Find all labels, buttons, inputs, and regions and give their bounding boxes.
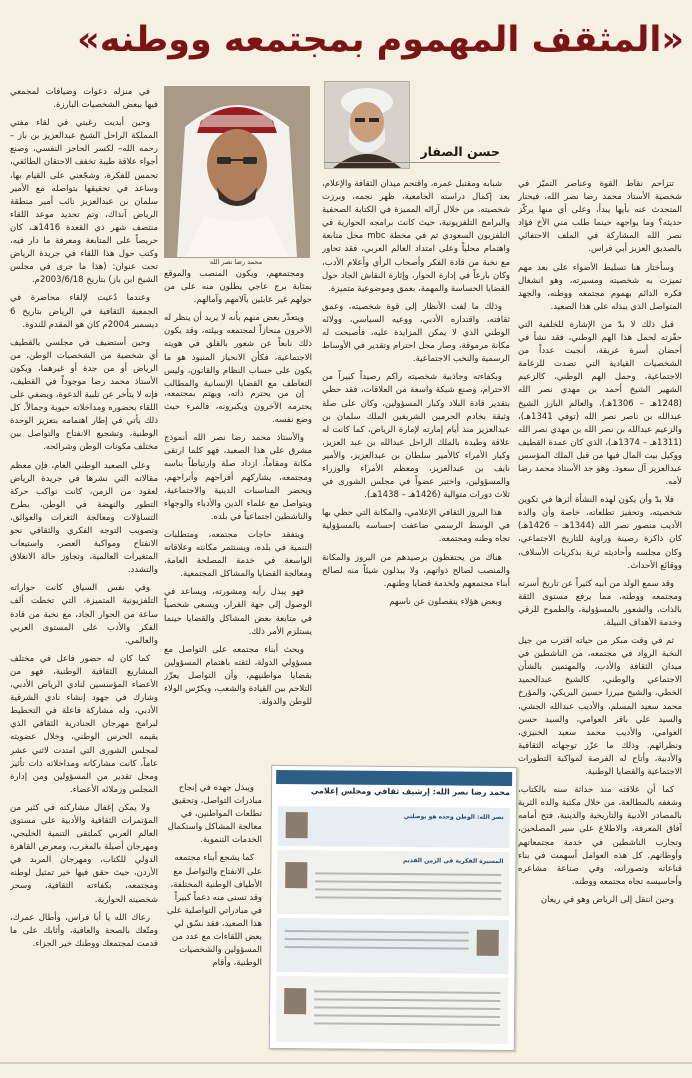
paragraph: كما كان له حضور فاعل في مختلف المشاريع الثقافية الوطنية، فهو من الأعضاء المؤسسين لنادي الرياض الأدبي، وشارك في جهود إنشاء نادي الشرقية الأدبي، وله مشاركة فاعلة في التخطيط لبرامج مهرجان الجنادرية الثقافي الذي يقيمه الحرس الوطني، وخلال عضويته لمجلس الشورى التي امتدت لاثني عشر عاماً، كانت مشاركاته ومداخلاته ذات تأثير ومحل تقدير من المسؤولين ومن إدارة المجلس وزملائه الأعضاء. <box>10 653 158 795</box>
paragraph: ويتفقد حاجات مجتمعه، ومتطلبات التنمية في بلده، ويستثمر مكانته وعلاقاته الواسعة في خدمة المصلحة العامة، ومعالجة القضايا والمشاكل المجتمعية. <box>164 529 312 580</box>
inset-section <box>278 806 510 848</box>
article-column-right <box>518 178 682 1048</box>
paragraph: وعندما دُعيت لإلقاء محاضرة في الجمعية الثقافية في الرياض بتاريخ 6 ديسمبر 2004م كان هو المقدم للندوة. <box>10 293 158 330</box>
inset-masthead: محمد رضا نصر الله: إرشيف ثقافي ومجلس إعلامي <box>310 786 511 798</box>
paragraph: وبكفاءته وجاذبية شخصيته راكم رصيداً كبيراً من الاحترام، وصنع شبكة واسعة من العلاقات، فقد حظي بتقدير قادة البلاد وكبار المسؤولين، وكان على صلة وثيقة بخادم الحرمين الشريفين الملك سلمان بن عبدالعزيز منذ أيام إمارته لإمارة الرياض، كما كانت له علاقة وطيدة بالملك الراحل عبدالله بن عبد العزيز، وكبار الأمراء كالأمير سلطان بن عبدالعزيز، والأمير نايف بن عبدالعزيز، ومعظم الأمراء والوزراء والمسؤولين، واختير عضواً في مجلس الشورى في ثلاث دورات متوالية (1426هـ – 1438هـ). <box>322 372 510 501</box>
paragraph: كما يشجع أبناء مجتمعه على الانفتاح والتواصل مع الأطياف الوطنية المختلفة، وقد تسنى منه دعماً كبيراً في مبادراتي التواصلية على هذا الصعيد، فقد نسّق لي بعض اللقاءات مع عدد من المسؤولين والشخصيات الوطنية، وأقام <box>166 853 262 969</box>
subject-portrait-illustration <box>165 87 309 257</box>
paragraph: ثم في وقت مبكر من حياته اقترب من جيل النخبة الرواد في مجتمعه، من الناشطين في ميدان الثقافة والأدب، والمهتمين بالشأن الاجتماعي والوطني، كالشيخ عبدالحميد الخطي، والشيخ ميرزا حسين البريكي، والمؤرخ محمد سعيد المسلم، والأديب عبدالله الجشي، والسيد علي باقر العوامي، والسيد حسن العوامي، والأديب محمد سعيد الخنيزي، ونظرائهم. وذلك ما عزّز توجهاته الثقافية والأدبية، وأتاح له الفرصة لمواكبة التطورات الاجتماعية والقضايا الوطنية. <box>518 636 682 778</box>
inset-headline-1: نصر الله: الوطن وحده هو بوصلتي <box>403 813 504 821</box>
inset-photo <box>284 988 306 1014</box>
paragraph: وسأختار هنا تسليط الأضواء على بعد مهم تميزت به شخصيته ومسيرته، وهو انشغال فكره الدائم بهموم مجتمعه ووطنه، والجهد المتواصل الذي يبذله على هذا الصعيد. <box>518 262 682 312</box>
paragraph: إن من يحترم ذاته، ويهتم بمجتمعه، يحترمه الآخرون ويكبرونه، فالمرء حيث وضع نفسه. <box>164 389 312 426</box>
inset-photo <box>477 930 499 956</box>
paragraph: كما أن علاقته منذ حداثة سنه بالكتاب، وشغفه بالمطالعة، من خلال مكتبة والده الثرية بالمصادر الأدبية والتاريخية والدينية، فتح أمامه آفاق المعرفة، والاطلاع على سير المصلحين، وتجارب الناشطين في خدمة مجتمعاتهم وأوطانهم. كل هذه العوامل أسهمت في بناء قناعاته وتصوراته، وفي صناعة مشاعره وأحاسيسه تجاه مجتمعه ووطنه. <box>518 785 682 887</box>
inset-section <box>276 976 509 1044</box>
paragraph: وقد سمع الولد من أبيه كثيراً عن تاريخ أسرته ومجتمعه ووطنه، مما يرفع مستوى الثقة بالذات، والشعور بالمسؤولية، والطموح للرقي وخدمة الأهداف النبيلة. <box>518 578 682 628</box>
inset-headline-2: المسيرة الفكرية في الزمن القديم <box>402 857 504 865</box>
inset-photo <box>285 862 307 888</box>
article-column-middle <box>322 178 510 738</box>
paragraph: ويبذل جهده في إنجاح مبادرات التواصل، وتحقيق تطلعات المواطنين، في معالجة المشاكل واستكمال الخدمات التنموية. <box>167 783 262 846</box>
subject-caption: محمد رضا نصر الله <box>209 258 263 266</box>
paragraph: ولا يمكن إغفال مشاركته في كثير من المؤتمرات الثقافية والأدبية على مستوى العالم العربي كملتقى التنمية الخليجي، ومهرجان أصيلة بالمغرب، ومعرض القاهرة الدولي للكتاب، ومهرجان المربد في الأردن، حيث حقق فيها خير تمثيل لوطنه ومجتمعه، بكفاءته الثقافية، وسحر شخصيته الحوارية. <box>10 802 158 905</box>
paragraph: رعاك الله يا أبا فراس، وأطال عمرك، ومتّعك بالصحة والعافية، وأثابك على ما قدمت لمجتمعك ووطنك خير الجزاء. <box>10 912 158 949</box>
paragraph: فهو يبذل رأيه ومشورته، ويساعد في الوصول إلى جهة القرار، ويسعى شخصياً في متابعة بعض المشاكل والقضايا حينما يستلزم الأمر ذلك. <box>164 587 312 637</box>
headline: «المثقف المهموم بمجتمعه ووطنه» <box>77 20 684 60</box>
paragraph: وحين أبديت رغبتي في لقاء مفتي المملكة الراحل الشيخ عبدالعزيز بن باز –رحمه الله– لكسر الحاجز النفسي، وصنع أجواء علاقة طيبة تخفف الاحتقان الطائفي، تحمس للفكرة، وشجّعني على القيام بها، وساعد في تحقيقها بتواصله مع الأمير سلمان بن عبدالعزيز نائب أمير منطقة الرياض آنذاك، وتم تحديد موعد اللقاء منتصف شهر ذي القعدة 1416هـ، كان حريصاً على المتابعة ومعرفة ما دار فيه، وكتب حول هذا اللقاء في جريدة الرياض تحت عنوان: (هذا ما جرى في مجلس الشيخ ابن باز) بتاريخ 2003/6/18م. <box>10 118 158 286</box>
paragraph: وذلك ما لفت الأنظار إلى قوة شخصيته، وعمق ثقافته، واقتداره الأدبي، ووعيه السياسي، وولائه الوطني الذي لا يمكن المزايدة عليه، فأصبحت له مكانة مرموقة، وصار محل احترام وتقدير في الأوساط الرسمية والنخب الاجتماعية. <box>322 301 510 365</box>
paragraph: ويتعذّر بعض منهم بأنه لا يريد أن ينظر له الآخرون منحازاً لمجتمعه وبيئته، وقد يكون ذلك نابعاً عن شعور بالقلق في هويته الاجتماعية، فكأن الانحياز المنبوذ هو ما يكون على حساب النظام والقانون، وليس التعاطف مع القضايا الإنسانية والمطالب <box>164 313 312 388</box>
paragraph: وحين انتقل إلى الرياض وهو في ريعان <box>540 894 674 905</box>
author-divider <box>324 162 500 163</box>
inset-photo <box>286 812 308 838</box>
article-column-inner <box>164 388 312 780</box>
article-column-inner-bottom <box>164 782 262 1048</box>
paragraph: هناك من يحتفظون برصيدهم من البروز والمكانة والمنصب لصالح ذواتهم، ولا يبذلون شيئاً منه لصالح أبناء مجتمعهم ولخدمة قضايا وطنهم. <box>322 552 510 589</box>
paragraph: ويحث أبناء مجتمعه على التواصل مع مسؤولي الدولة، لثقته باهتمام المسؤولين بقضايا مواطنيهم، وأن التواصل يعزّز التلاحم بين القيادة والشعب، ويكرّس الولاء للوطن والدولة. <box>164 644 312 708</box>
paragraph: شبابه ومقتبل عمره، واقتحم ميدان الثقافة والإعلام، بعد إكمال دراسته الجامعية، ظهر نجمه، وبرزت شخصيته، من خلال آرائه المميزة في الكتابة الصحفية والبرامج التلفزيونية، حيث كانت برامجه الحوارية في التلفزيون السعودي ثم في محطة mbc محل متابعة واهتمام محلياً وعلى امتداد العالم العربي، فقد تحاور مع نخبة من قادة الفكر وأصحاب الرأي وأعلام الأدب، وكان بارعاً في إدارة الحوار، وإثارة النقاش الجاد حول القضايا الحساسة والمهمة، بعمق وموضوعية متميزة. <box>322 179 510 294</box>
article-column-inner-top <box>164 268 312 388</box>
inset-top-bar <box>276 770 512 786</box>
paragraph: وحين أستضيف في مجلسي بالقطيف أي شخصية من الشخصيات الوطن، من الرياض أو من جدة أو غيرهما، ويكون الأستاذ محمد رضا موجوداً في القطيف، فإنه لا يتأخر عن تلبية الدعوة، ويضفي على اللقاء بحضوره ومداخلاته حيوية وجمالاً. كل ذلك يأتي في إطار اهتمامه بتعزيز الوحدة الوطنية، وتشجيع الانفتاح والتواصل بين مختلف مكونات الوطن وشرائحه. <box>10 337 158 453</box>
paragraph: هذا البروز الثقافي الإعلامي، والمكانة التي حظي بها في الوسط الرسمي ضاعفت إحساسه بالمسؤولية تجاه وطنه ومجتمعه. <box>322 508 510 545</box>
paragraph: وفي نفس السياق كانت حواراته التلفزيونية المتميزة، التي تخطت ألف ساعة من الحوار الجاد، مع نخبة من قادة الفكر والأدب على المستوى العربي والعالمي. <box>10 583 158 646</box>
author-name: حسن الصفار <box>420 144 500 159</box>
paragraph: قبل ذلك لا بدّ من الإشارة للخلفية التي حفّزته لحمل هذا الهم الوطني، فقد نشأ في أحضان أسرة عريقة، أنجبت عدداً من الشخصيات القيادية التي تصدت للزعامة الاجتماعية، وحمل الهم الوطني، كالزعيم الشهير الشيخ أحمد بن مهدي نصر الله (1248هـ – 1306هـ)، والعالم البارز الشيخ عبدالله بن ناصر نصر الله (توفي 1341هـ)، والزعيم عبدالله بن نصر الله بن مهدي نصر الله (1311هـ – 1374هـ)، الذي كان عمدة القطيف ووكيل بيت المال فيها من قبل الملك المؤسس عبدالعزيز آل سعود. وهو جد الأستاذ محمد رضا لأمه. <box>518 319 682 488</box>
inset-magazine-image <box>269 765 517 1051</box>
paragraph: في منزله دعوات وضيافات لمجمعي فيها ببعض الشخصيات البارزة. <box>10 87 158 111</box>
page-bottom-rule <box>0 1062 692 1064</box>
paragraph: والأستاذ محمد رضا نصر الله أنموذج مشرق على هذا الصعيد، فهو كلما ارتقى مكانة ومقاماً، ازداد صلة وارتباطاً بناسه ومجتمعه، يشاركهم أفراحهم وأتراحهم، ويحضر المناسبات الدينية والاجتماعية، ويتواصل مع علماء الدين والأدباء والوجهاء والناشطين اجتماعياً في بلده. <box>164 433 312 522</box>
article-column-left <box>10 86 158 1048</box>
paragraph: تتزاحم نقاط القوة وعناصر التميّز في شخصية الأستاذ محمد رضا نصر الله، فيحتار المتحدث عنه بأيها يبدأ، وعلى أي منها يركّز حديثه؟ وما يواجهه حينما طلب مني الأخ فؤاد نصر الله المشاركة في الملف الاحتفائي بالصديق العزيز أبي فراس. <box>518 179 682 255</box>
paragraph: ومجتمعهم، ويكون المنصب والموقع بمثابة برج عاجي يطلون منه على من حولهم غير عابئين بآلامهم وآمالهم. <box>164 269 312 306</box>
subject-photo <box>164 86 310 258</box>
paragraph: وبعض هؤلاء ينفصلون عن ناسهم <box>389 596 502 607</box>
paragraph: فلا بدّ وأن يكون لهذه النشأة أثرها في تكوين شخصيته، وتحفيز تطلعاته، خاصة وأن والده الأديب منصور نصر الله (1344هـ – 1426هـ) كان ذاكرة رصينة وراوية للتاريخ الاجتماعي، وكان مجلسه وأحاديثه ثرية بذكريات الأسلاف، ووقائع الأحداث. <box>518 495 682 571</box>
paragraph: وعلى الصعيد الوطني العام، فإن معظم مقالاته التي نشرها في جريدة الرياض لعقود من الزمن، كانت تواكب حركة التطور والنهضة في الوطن، بطرح التساؤلات ومعالجة الثغرات والعوائق، وتصويب التوجه الفكري والثقافي نحو الانفتاح ومواكبة العصر، واستيعاب المتغيرات العالمية، وتجاوز حالة الانغلاق والتشدد. <box>10 460 158 576</box>
